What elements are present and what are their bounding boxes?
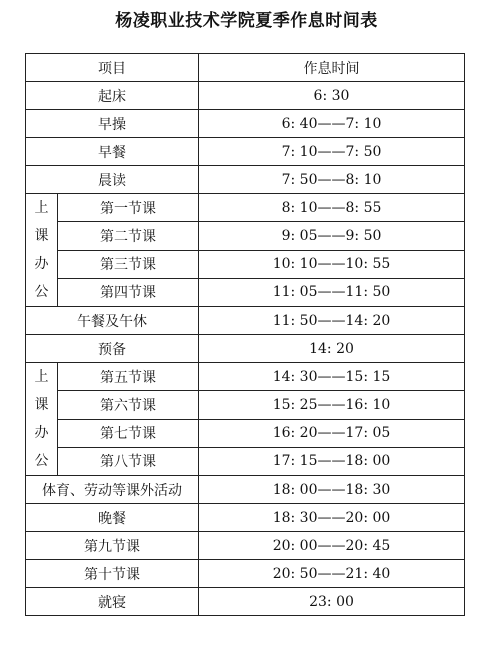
afternoon-class-group-label — [26, 363, 58, 476]
time-cell: 20: 50——21: 40 — [199, 560, 465, 588]
table-row — [26, 476, 465, 504]
item-cell: 晚餐 — [26, 504, 199, 532]
table-row — [26, 82, 465, 110]
table-row — [26, 419, 465, 447]
group-label-char: 办 — [34, 425, 49, 441]
time-cell: 6: 40——7: 10 — [199, 110, 465, 138]
item-cell: 第六节课 — [58, 391, 199, 419]
group-label-char: 办 — [34, 256, 49, 272]
item-cell: 体育、劳动等课外活动 — [26, 476, 199, 504]
item-cell: 第二节课 — [58, 222, 199, 250]
table-row — [26, 560, 465, 588]
time-cell: 20: 00——20: 45 — [199, 532, 465, 560]
time-cell: 18: 30——20: 00 — [199, 504, 465, 532]
item-cell: 第三节课 — [58, 250, 199, 278]
morning-class-group-label — [26, 194, 58, 307]
item-cell: 第四节课 — [58, 278, 199, 306]
item-cell: 早操 — [26, 110, 199, 138]
header-item: 项目 — [26, 54, 199, 82]
group-label-char: 公 — [34, 453, 49, 469]
time-cell: 11: 50——14: 20 — [199, 307, 465, 335]
table-row — [26, 166, 465, 194]
time-cell: 11: 05——11: 50 — [199, 278, 465, 306]
time-cell: 17: 15——18: 00 — [199, 447, 465, 475]
item-cell: 第一节课 — [58, 194, 199, 222]
item-cell: 第七节课 — [58, 419, 199, 447]
header-time: 作息时间 — [199, 54, 465, 82]
time-cell: 10: 10——10: 55 — [199, 250, 465, 278]
time-cell: 15: 25——16: 10 — [199, 391, 465, 419]
table-row — [26, 391, 465, 419]
time-cell: 7: 10——7: 50 — [199, 138, 465, 166]
schedule-table — [25, 53, 465, 616]
table-row — [26, 504, 465, 532]
table-row — [26, 588, 465, 616]
table-row — [26, 335, 465, 363]
table-row — [26, 250, 465, 278]
item-cell: 第九节课 — [26, 532, 199, 560]
item-cell: 第八节课 — [58, 447, 199, 475]
time-cell: 14: 20 — [199, 335, 465, 363]
table-row — [26, 532, 465, 560]
table-row — [26, 194, 465, 222]
table-row — [26, 222, 465, 250]
time-cell: 9: 05——9: 50 — [199, 222, 465, 250]
group-label-char: 课 — [34, 397, 49, 413]
group-label-char: 上 — [34, 200, 49, 216]
time-cell: 14: 30——15: 15 — [199, 363, 465, 391]
page-title: 杨凌职业技术学院夏季作息时间表 — [115, 11, 378, 31]
item-cell: 第五节课 — [58, 363, 199, 391]
item-cell: 起床 — [26, 82, 199, 110]
table-header-row — [26, 54, 465, 82]
table-row — [26, 278, 465, 306]
table-row — [26, 138, 465, 166]
item-cell: 预备 — [26, 335, 199, 363]
item-cell: 第十节课 — [26, 560, 199, 588]
group-label-char: 课 — [34, 228, 49, 244]
time-cell: 8: 10——8: 55 — [199, 194, 465, 222]
group-label-char: 上 — [34, 369, 49, 385]
table-row — [26, 363, 465, 391]
table-row — [26, 110, 465, 138]
group-label-char: 公 — [34, 284, 49, 300]
item-cell: 就寝 — [26, 588, 199, 616]
item-cell: 早餐 — [26, 138, 199, 166]
time-cell: 16: 20——17: 05 — [199, 419, 465, 447]
time-cell: 23: 00 — [199, 588, 465, 616]
item-cell: 晨读 — [26, 166, 199, 194]
item-cell: 午餐及午休 — [26, 307, 199, 335]
table-row — [26, 447, 465, 475]
time-cell: 18: 00——18: 30 — [199, 476, 465, 504]
table-row — [26, 307, 465, 335]
time-cell: 6: 30 — [199, 82, 465, 110]
time-cell: 7: 50——8: 10 — [199, 166, 465, 194]
